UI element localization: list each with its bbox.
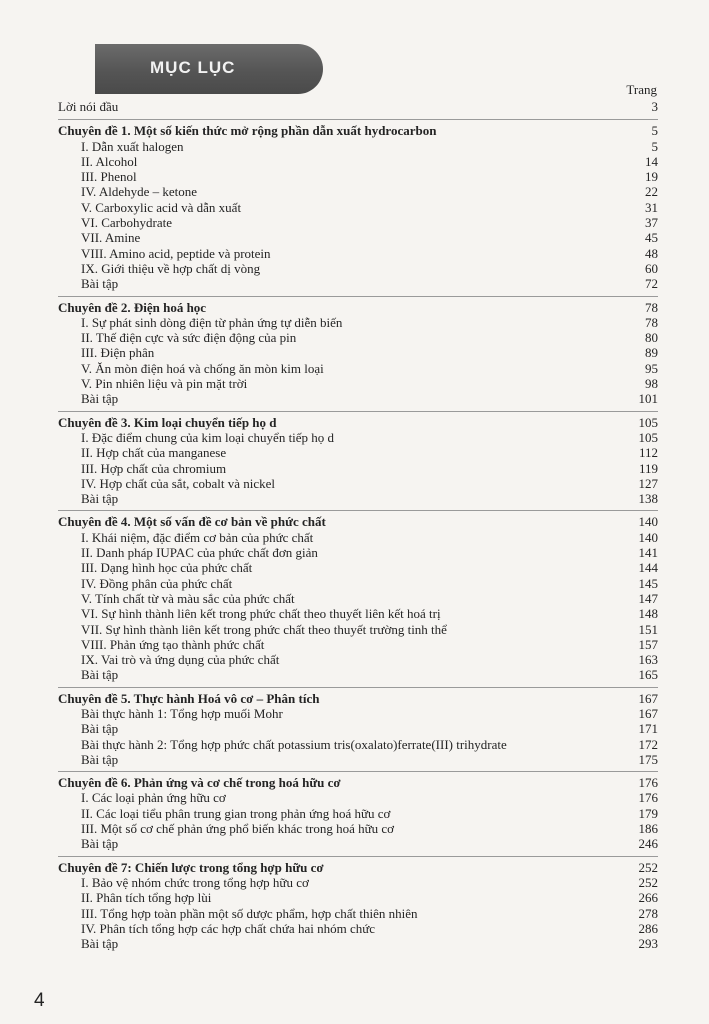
toc-item-title: IX. Vai trò và ứng dụng của phức chất — [81, 652, 280, 668]
toc-item-page: 151 — [638, 621, 658, 637]
toc-item-page: 19 — [645, 169, 658, 185]
toc-item-row[interactable] — [58, 461, 658, 476]
toc-chapter-row[interactable] — [58, 514, 658, 529]
toc-item-title: Bài thực hành 2: Tổng hợp phức chất potassium tris(oxalato)ferrate(III) trihydrate — [81, 736, 507, 752]
toc-item-page: 105 — [638, 429, 658, 445]
toc-item-row[interactable] — [58, 622, 658, 637]
toc-item-page: 144 — [638, 560, 658, 576]
toc-item-row[interactable] — [58, 890, 658, 905]
toc-item-page: 266 — [638, 890, 658, 906]
toc-item-page: 145 — [638, 575, 658, 591]
toc-item-title: V. Pin nhiên liệu và pin mặt trời — [81, 376, 248, 392]
toc-chapter-page: 78 — [645, 299, 658, 315]
toc-item-row[interactable] — [58, 821, 658, 836]
toc-item-page: 167 — [638, 705, 658, 721]
toc-chapter-title: Chuyên đề 2. Điện hoá học — [58, 299, 207, 315]
toc-item-title: II. Danh pháp IUPAC của phức chất đơn giản — [81, 545, 318, 561]
toc-item-row[interactable] — [58, 545, 658, 560]
toc-item-row[interactable] — [58, 276, 658, 291]
toc-item-row[interactable] — [58, 606, 658, 621]
toc-item-row[interactable] — [58, 345, 658, 360]
toc-item-page: 171 — [638, 721, 658, 737]
toc-item-title: IV. Phân tích tổng hợp các hợp chất chứa hai nhóm chức — [81, 920, 376, 936]
toc-item-title: II. Alcohol — [81, 153, 138, 169]
toc-chapter-row[interactable] — [58, 123, 658, 138]
toc-chapter-row[interactable] — [58, 415, 658, 430]
toc-item-row[interactable] — [58, 330, 658, 345]
toc-item-row[interactable] — [58, 154, 658, 169]
chapter-divider — [58, 687, 658, 688]
toc-item-row[interactable] — [58, 875, 658, 890]
page-column-label: Trang — [626, 82, 657, 97]
toc-item-title: Bài tập — [81, 491, 119, 507]
chapter-divider — [58, 771, 658, 772]
toc-chapter-row[interactable] — [58, 691, 658, 706]
toc-chapters — [58, 119, 658, 951]
toc-item-title: VII. Sự hình thành liên kết trong phức chất theo thuyết trường tinh thể — [81, 621, 447, 637]
toc-chapter-title: Chuyên đề 7: Chiến lược trong tổng hợp hữu cơ — [58, 859, 324, 875]
chapter-divider — [58, 119, 658, 120]
toc-item-page: 5 — [651, 138, 658, 154]
toc-item-page: 119 — [638, 460, 658, 476]
toc-item-page: 140 — [638, 529, 658, 545]
toc-chapter-page: 140 — [638, 514, 658, 530]
toc-item-row[interactable] — [58, 921, 658, 936]
toc-chapter-page: 176 — [638, 775, 658, 791]
toc-item-page: 186 — [638, 821, 658, 837]
toc-item-title: V. Carboxylic acid và dẫn xuất — [81, 199, 242, 215]
toc-item-page: 72 — [645, 276, 658, 292]
toc-item-title: I. Đặc điểm chung của kim loại chuyển tiếp họ d — [81, 429, 335, 445]
toc-item-title: Bài tập — [81, 667, 119, 683]
toc-item-title: II. Các loại tiểu phân trung gian trong phản ứng hoá hữu cơ — [81, 805, 391, 821]
toc-item-row[interactable] — [58, 906, 658, 921]
toc-item-title: III. Điện phân — [81, 345, 155, 361]
chapter-divider — [58, 510, 658, 511]
toc-item-row[interactable] — [58, 491, 658, 506]
toc-item-title: VI. Sự hình thành liên kết trong phức chất theo thuyết liên kết hoá trị — [81, 606, 441, 622]
toc-item-row[interactable] — [58, 737, 658, 752]
toc-item-row[interactable] — [58, 790, 658, 805]
toc-item-title: Bài thực hành 1: Tổng hợp muối Mohr — [81, 705, 283, 721]
toc-item-title: VIII. Phản ứng tạo thành phức chất — [81, 636, 265, 652]
toc-item-page: 60 — [645, 260, 658, 276]
toc-item-page: 98 — [645, 376, 658, 392]
toc-item-page: 179 — [638, 805, 658, 821]
toc-item-title: Bài tập — [81, 721, 119, 737]
toc-item-row[interactable] — [58, 530, 658, 545]
toc-item-row[interactable] — [58, 637, 658, 652]
toc-item-row[interactable] — [58, 445, 658, 460]
toc-item-row[interactable] — [58, 315, 658, 330]
toc-item-row[interactable] — [58, 560, 658, 575]
toc-item-title: II. Phân tích tổng hợp lùi — [81, 890, 212, 906]
toc-item-page: 278 — [638, 905, 658, 921]
toc-item-page: 176 — [638, 790, 658, 806]
toc-item-row[interactable] — [58, 200, 658, 215]
toc-item-row[interactable] — [58, 652, 658, 667]
toc-item-title: I. Dẫn xuất halogen — [81, 138, 184, 154]
toc-item-row[interactable] — [58, 836, 658, 851]
toc-item-page: 127 — [638, 475, 658, 491]
toc-chapter-title: Chuyên đề 3. Kim loại chuyển tiếp họ d — [58, 414, 277, 430]
toc-item-row[interactable] — [58, 706, 658, 721]
toc-item-title: II. Thế điện cực và sức điện động của pin — [81, 330, 297, 346]
toc-item-page: 293 — [638, 936, 658, 952]
toc-item-row[interactable] — [58, 576, 658, 591]
toc-item-page: 252 — [638, 874, 658, 890]
toc-item-row[interactable] — [58, 591, 658, 606]
toc-item-row[interactable] — [58, 806, 658, 821]
toc-item-page: 14 — [645, 153, 658, 169]
toc-item-page: 45 — [645, 230, 658, 246]
toc-item-row[interactable] — [58, 139, 658, 154]
toc-item-title: Bài tập — [81, 391, 119, 407]
toc-item-page: 95 — [645, 360, 658, 376]
toc-item-title: Bài tập — [81, 751, 119, 767]
toc-item-page: 80 — [645, 330, 658, 346]
toc-item-title: III. Tổng hợp toàn phần một số dược phẩm, hợp chất thiên nhiên — [81, 905, 418, 921]
toc-item-title: V. Ăn mòn điện hoá và chống ăn mòn kim loại — [81, 360, 324, 376]
toc-item-page: 31 — [645, 199, 658, 215]
toc-item-row[interactable] — [58, 430, 658, 445]
toc-item-title: V. Tính chất từ và màu sắc của phức chất — [81, 590, 295, 606]
chapter-divider — [58, 411, 658, 412]
toc-item-page: 286 — [638, 920, 658, 936]
toc-item-page: 165 — [638, 667, 658, 683]
toc-item-row[interactable] — [58, 936, 658, 951]
toc-chapter-row[interactable] — [58, 775, 658, 790]
toc-chapter-row[interactable] — [58, 300, 658, 315]
toc-item-page: 175 — [638, 751, 658, 767]
toc-chapter-title: Chuyên đề 4. Một số vấn đề cơ bản về phức chất — [58, 514, 326, 530]
toc-item-title: IV. Hợp chất của sắt, cobalt và nickel — [81, 475, 275, 491]
toc-item-row[interactable] — [58, 667, 658, 682]
toc-item-title: I. Khái niệm, đặc điểm cơ bản của phức chất — [81, 529, 314, 545]
toc-item-title: III. Một số cơ chế phản ứng phổ biến khác trong hoá hữu cơ — [81, 821, 395, 837]
toc-item-page: 141 — [638, 545, 658, 561]
toc-item-title: III. Dạng hình học của phức chất — [81, 560, 253, 576]
toc-item-page: 147 — [638, 590, 658, 606]
toc-item-title: IX. Giới thiệu về hợp chất dị vòng — [81, 260, 261, 276]
toc-chapter-page: 5 — [651, 123, 658, 139]
toc-item-title: IV. Aldehyde – ketone — [81, 184, 198, 200]
toc-item-row[interactable] — [58, 361, 658, 376]
toc-item-page: 78 — [645, 314, 658, 330]
toc-item-row[interactable] — [58, 752, 658, 767]
toc-item-row[interactable] — [58, 391, 658, 406]
toc-item-title: Bài tập — [81, 836, 119, 852]
toc-item-title: I. Bảo vệ nhóm chức trong tổng hợp hữu cơ — [81, 874, 309, 890]
toc-item-page: 37 — [645, 215, 658, 231]
footer-page-number: 4 — [34, 990, 45, 1011]
table-of-contents — [58, 99, 658, 951]
toc-item-row[interactable] — [58, 169, 658, 184]
toc-item-title: VIII. Amino acid, peptide và protein — [81, 245, 271, 261]
toc-item-row[interactable] — [58, 476, 658, 491]
toc-chapter-title: Chuyên đề 6. Phản ứng và cơ chế trong hoá hữu cơ — [58, 775, 341, 791]
chapter-divider — [58, 856, 658, 857]
toc-item-page: 112 — [638, 445, 658, 461]
toc-item-title: III. Phenol — [81, 169, 137, 185]
toc-item-page: 157 — [638, 636, 658, 652]
toc-chapter-page: 167 — [638, 690, 658, 706]
toc-item-title: VII. Amine — [81, 230, 141, 246]
toc-item-page: 48 — [645, 245, 658, 261]
toc-item-page: 22 — [645, 184, 658, 200]
page-title: MỤC LỤC — [150, 58, 236, 77]
toc-item-title: Bài tập — [81, 276, 119, 292]
toc-item-title: Bài tập — [81, 936, 119, 952]
toc-item-page: 246 — [638, 836, 658, 852]
toc-item-page: 101 — [638, 391, 658, 407]
toc-chapter-title: Chuyên đề 1. Một số kiến thức mở rộng phần dẫn xuất hydrocarbon — [58, 123, 437, 139]
toc-chapter-page: 252 — [638, 859, 658, 875]
toc-item-title: III. Hợp chất của chromium — [81, 460, 227, 476]
toc-item-row[interactable] — [58, 246, 658, 261]
toc-item-page: 138 — [638, 491, 658, 507]
toc-item-row[interactable] — [58, 184, 658, 199]
toc-item-page: 148 — [638, 606, 658, 622]
toc-intro-page: 3 — [651, 99, 658, 114]
toc-item-page: 89 — [645, 345, 658, 361]
toc-item-title: I. Sự phát sinh dòng điện từ phản ứng tự diễn biến — [81, 314, 343, 330]
toc-item-row[interactable] — [58, 215, 658, 230]
chapter-divider — [58, 296, 658, 297]
toc-item-title: IV. Đồng phân của phức chất — [81, 575, 233, 591]
toc-intro-row[interactable] — [58, 99, 658, 114]
toc-chapter-page: 105 — [638, 414, 658, 430]
toc-item-row[interactable] — [58, 230, 658, 245]
toc-item-title: I. Các loại phản ứng hữu cơ — [81, 790, 226, 806]
toc-item-page: 163 — [638, 652, 658, 668]
toc-intro-title: Lời nói đầu — [58, 99, 119, 114]
toc-item-title: VI. Carbohydrate — [81, 215, 172, 231]
toc-item-row[interactable] — [58, 261, 658, 276]
toc-chapter-title: Chuyên đề 5. Thực hành Hoá vô cơ – Phân tích — [58, 690, 320, 706]
toc-item-title: II. Hợp chất của manganese — [81, 445, 227, 461]
toc-item-row[interactable] — [58, 376, 658, 391]
toc-item-page: 172 — [638, 736, 658, 752]
toc-chapter-row[interactable] — [58, 860, 658, 875]
toc-item-row[interactable] — [58, 721, 658, 736]
